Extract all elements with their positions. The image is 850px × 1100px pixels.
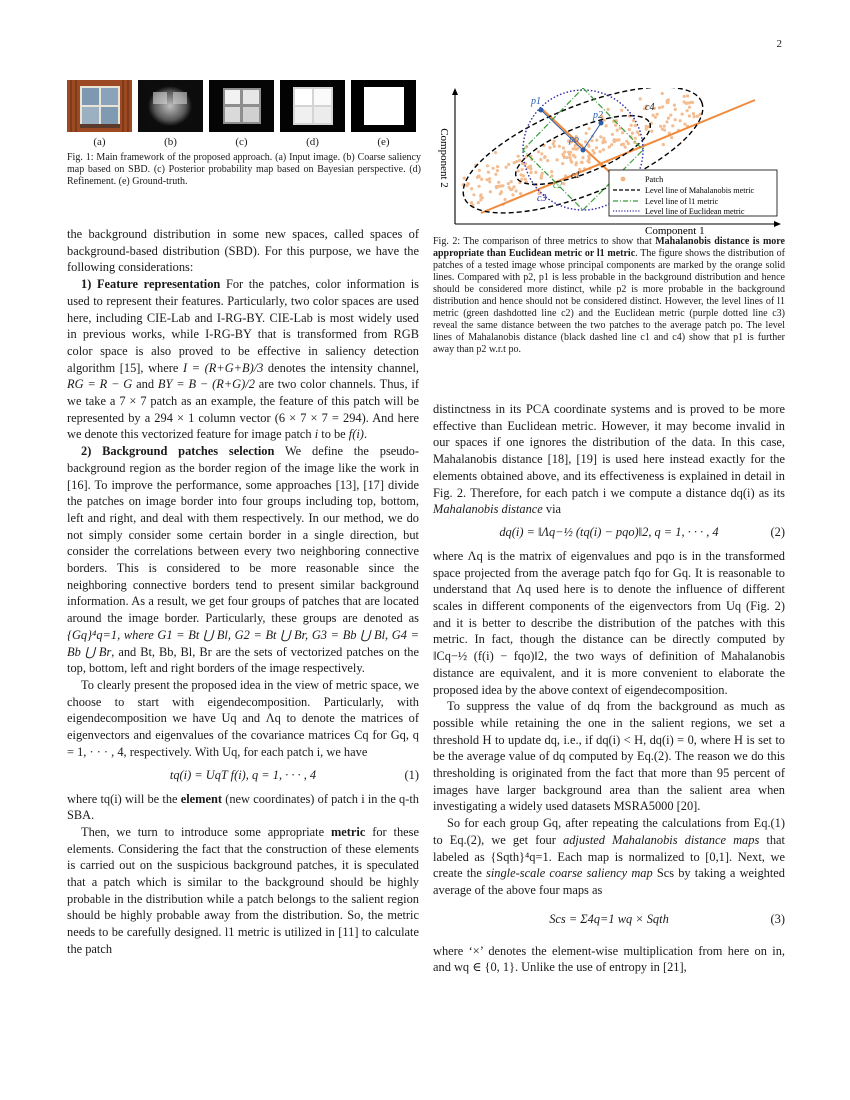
fig2-patch-point xyxy=(665,120,668,123)
fig2-patch-point xyxy=(602,137,605,140)
right-para-eigenvalues: where Λq is the matrix of eigenvalues and pqo is in the transformed space projected from the average patch fqo for Gq. It is reasonable to understand that Λq used here is to denote the influence of different scales in different components of the eigenvectors from Uq (Fig. 2) and it is better to describe the distribution of the patches with this metric. In fact, though the distance can be directly computed by ‖Cq−½ (f(i) − fqo)‖2, the two ways of definition of Mahalanobis distance are equivalent, and it is more convenient to elaborate the proposed idea by the above context of eigendecomposition. xyxy=(433,548,785,697)
fig2-patch-point xyxy=(658,106,661,109)
fig2-patch-point xyxy=(558,145,561,148)
distinctness-text-a: distinctness in its PCA coordinate systems and is proved to be more effective than Euclidean metric. However, it may become invalid in our spaces if one ignores the distribution of the data. In this case, Mahalanobis distance [18], [19] is used here instead exactly for the elements obtained above, and its effectiveness is explained in detail in Fig. 2. Therefore, for each patch i we compute a distance dq(i) as its xyxy=(433,402,785,500)
fig1-label-a: (a) xyxy=(93,136,106,148)
fig2-patch-point xyxy=(479,198,482,201)
fig1-posterior-map xyxy=(209,80,274,132)
fig1-coarse-map xyxy=(138,80,203,132)
fig2-patch-point xyxy=(693,115,696,118)
feature-eq-intensity: I = (R+G+B)/3 xyxy=(182,360,264,375)
fig2-patch-point xyxy=(608,145,611,148)
fig2-caption-rest: . The figure shows the distribution of patches of a tested image whose principal components are marked by the orange solid lines. Compared with p2, p1 is less probable in the background distribution and hence should be considered more distinct, while p2 is more probable in the background distribution and hence should not be considered distinct. However, the level lines of l1 metric (green dashdotted line c2) and the Euclidean metric (purple dotted line c3) reveal the same distance between the two patches to the average patch po. The level lines of Mahalanobis distance (black dashed line c1 and c4) show that p1 is further away than p2 w.r.t po. xyxy=(433,248,785,355)
feature-eq-rg: RG = R − G xyxy=(67,377,133,392)
fig2-patch-point xyxy=(562,154,565,157)
fig2-patch-point xyxy=(630,124,633,127)
fig2-patch-point xyxy=(605,124,608,127)
fig2-patch-point xyxy=(595,146,598,149)
fig2-patch-point xyxy=(683,123,686,126)
feature-text-f: to be xyxy=(318,427,349,442)
fig1-caption: Fig. 1: Main framework of the proposed approach. (a) Input image. (b) Coarse saliency map based on SBD. (c) Posterior probability map based on Bayesian perspective. (d) Refinement. (e) Ground-truth. xyxy=(67,152,421,188)
fig2-label-c1: c1 xyxy=(571,170,581,181)
fig2-patch-point xyxy=(479,193,482,196)
fig2-patch-point xyxy=(513,161,516,164)
fig2-patch-point xyxy=(595,139,598,142)
element-text-b: (new coordinates) of patch i in the q-th SBA. xyxy=(67,791,419,823)
fig2-patch-point xyxy=(562,182,565,185)
left-para-element xyxy=(67,791,419,824)
right-para-distinctness xyxy=(433,401,785,518)
fig2-patch-point xyxy=(585,132,588,135)
fig2-patch-point xyxy=(634,137,637,140)
fig2-patch-point xyxy=(599,150,602,153)
fig2-patch-point xyxy=(553,145,556,148)
feature-text-d: are two color channels. Thus, if we take a 7 × 7 patch as an example, the feature of this patch will be represented by a 294 × 1 column vector (6 × 7 × 7 = 294). And here we denote this vectorized feature for image patch xyxy=(67,377,419,442)
fig2-patch-point xyxy=(613,140,616,143)
element-bold: element xyxy=(180,791,223,806)
fig1-label-e: (e) xyxy=(377,136,390,148)
fig2-label-p1: p1 xyxy=(531,96,541,107)
fig2-patch-point xyxy=(530,171,533,174)
fig2-patch-point xyxy=(686,94,689,97)
fig2-patch-point xyxy=(584,140,587,143)
fig2-patch-point xyxy=(621,131,624,134)
fig2-patch-point xyxy=(550,170,553,173)
fig2-patch-point xyxy=(610,143,613,146)
fig2-patch-point xyxy=(480,178,483,181)
fig2-patch-point xyxy=(679,119,682,122)
fig2-legend-patch: Patch xyxy=(645,175,664,184)
feature-text-a: For the patches, color information is used to represent their features. Particularly, two color spaces are used here, including CIE-Lab and I-RG-BY. CIE-Lab is most widely used in previous works, while I-RG-BY that is transformed from RGB color space is also proved to be effective in saliency detection algorithm [15], where xyxy=(67,277,419,375)
fig2-patch-point xyxy=(511,193,514,196)
fig2-patch-point xyxy=(616,129,619,132)
fig2-patch-point xyxy=(588,127,591,130)
fig2-patch-point xyxy=(494,173,497,176)
fig2-patch-point xyxy=(495,186,498,189)
fig2-patch-point xyxy=(673,104,676,107)
fig2-label-po: po xyxy=(569,134,579,145)
fig2-patch-point xyxy=(467,182,470,185)
fig2-patch-point xyxy=(607,108,610,111)
maps-em-2: single-scale coarse saliency map xyxy=(486,866,653,881)
fig2-patch-point xyxy=(478,185,481,188)
fig2-patch-point xyxy=(565,156,568,159)
fig1-panel-labels xyxy=(67,136,417,150)
fig2-patch-point xyxy=(507,163,510,166)
fig2-patch-point xyxy=(654,116,657,119)
fig2-patch-point xyxy=(692,112,695,115)
fig2-patch-point xyxy=(534,171,537,174)
fig2-patch-point xyxy=(574,163,577,166)
feature-text-b: denotes the intensity channel, xyxy=(263,360,419,375)
feature-text-h: . xyxy=(363,427,368,442)
fig2-patch-point xyxy=(540,177,543,180)
fig2-caption-prefix: Fig. 2: The comparison of three metrics to show that xyxy=(433,236,652,247)
fig2-patch-point xyxy=(617,138,620,141)
fig2-patch-point xyxy=(691,101,694,104)
fig2-caption xyxy=(433,236,785,356)
feature-heading: 1) Feature representation xyxy=(81,277,221,292)
fig2-patch-point xyxy=(683,100,686,103)
fig2-patch-point xyxy=(688,114,691,117)
fig2-diagram xyxy=(433,88,783,236)
fig2-label-c3: c3 xyxy=(537,193,547,204)
fig2-patch-point xyxy=(686,109,689,112)
fig2-patch-point xyxy=(509,188,512,191)
fig2-patch-point xyxy=(539,158,542,161)
left-para-feature xyxy=(67,276,419,443)
equation-3-expr: Scs = Σ4q=1 wq × Sqth xyxy=(549,911,669,926)
fig1-label-b: (b) xyxy=(164,136,177,148)
fig2-patch-point xyxy=(472,193,475,196)
fig2-label-p2: p2 xyxy=(593,110,603,121)
page-number: 2 xyxy=(776,38,782,50)
fig2-ylabel: Component 2 xyxy=(438,128,450,188)
fig2-patch-point xyxy=(486,164,489,167)
fig2-patch-point xyxy=(561,162,564,165)
fig2-patch-point xyxy=(507,182,510,185)
right-para-threshold: To suppress the value of dq from the background as much as possible while retaining the one in the salient regions, we set a threshold H to update dq, i.e., if dq(i) < H, dq(i) = 0, where H is set to be the average value of dq computed by Eq.(2). The reason we do this thresholding is originated from the fact that more than 95 percent of images have larger background area than the salient area when investigating a widely used datasets MSRA5000 [20]. xyxy=(433,699,785,814)
fig2-patch-point xyxy=(666,101,669,104)
fig2-label-c2: c2 xyxy=(553,180,563,191)
fig1-ground-truth xyxy=(351,80,416,132)
right-column xyxy=(433,401,785,976)
fig2-patch-point xyxy=(563,150,566,153)
fig1-panels xyxy=(67,80,417,132)
maps-text-b: that labeled as {Sqth}⁴q=1. Each map is normalized to [0,1]. Next, we create the xyxy=(433,832,785,881)
fig2-patch-point xyxy=(614,124,617,127)
left-para-eigen: To clearly present the proposed idea in the view of metric space, we choose to start with eigendecomposition. Particularly, with eigendecomposition we have Uq and Λq to denote the matrices of eigenvectors and eigenvalues of the covariance matrices Cq for Gq, q = 1, · · · , 4, respectively. With Uq, for each patch i, we have xyxy=(67,677,419,759)
fig2-patch-point xyxy=(541,172,544,175)
feature-text-c: and xyxy=(132,377,158,392)
fig2-patch-point xyxy=(581,156,584,159)
fig2-patch-point xyxy=(546,159,549,162)
fig2-patch-point xyxy=(517,169,520,172)
fig2-patch-point xyxy=(478,169,481,172)
fig2-patch-point xyxy=(497,181,500,184)
fig2-patch-point xyxy=(505,166,508,169)
fig2-patch-point xyxy=(488,180,491,183)
fig2-patch-point xyxy=(698,113,701,116)
fig2-legend-mahalanobis: Level line of Mahalanobis metric xyxy=(645,186,755,195)
fig2-patch-point xyxy=(634,124,637,127)
fig2-patch-point xyxy=(510,180,513,183)
fig2-patch-point xyxy=(540,152,543,155)
equation-1-expr: tq(i) = UqT f(i), q = 1, · · · , 4 xyxy=(169,767,317,782)
fig2-patch-point xyxy=(500,190,503,193)
feature-text-g: f(i) xyxy=(348,427,364,442)
fig2-patch-point xyxy=(544,155,547,158)
fig2-patch-point xyxy=(628,128,631,131)
equation-1 xyxy=(67,761,419,791)
equation-2-expr: dq(i) = ‖Λq−½ (tq(i) − pqo)‖2, q = 1, · · · , 4 xyxy=(499,524,719,539)
fig2-patch-point xyxy=(620,143,623,146)
fig2-patch-point xyxy=(667,117,670,120)
fig2-patch-point xyxy=(639,97,642,100)
fig2-patch-point xyxy=(663,125,666,128)
fig2-patch-point xyxy=(524,178,527,181)
fig2-patch-point xyxy=(496,169,499,172)
fig2-patch-point xyxy=(656,113,659,116)
fig2-patch-point xyxy=(688,106,691,109)
feature-text-e: i xyxy=(314,427,319,442)
fig2-legend-euclidean: Level line of Euclidean metric xyxy=(645,207,745,216)
background-heading: 2) Background patches selection xyxy=(81,444,275,459)
fig2-patch-point xyxy=(674,108,677,111)
fig2-patch-point xyxy=(662,143,665,146)
fig2-patch-point xyxy=(478,175,481,178)
fig2-patch-point xyxy=(512,185,515,188)
fig2-patch-point xyxy=(470,201,473,204)
fig2-patch-point xyxy=(588,161,591,164)
fig2-patch-point xyxy=(671,124,674,127)
fig2-patch-point xyxy=(537,150,540,153)
fig2-patch-point xyxy=(520,178,523,181)
equation-2-number: (2) xyxy=(770,524,785,539)
fig2-legend-l1: Level line of l1 metric xyxy=(645,197,719,206)
fig2-caption-bold: Mahalanobis distance is more appropriate than Euclidean metric or l1 metric xyxy=(433,236,785,259)
feature-eq-by: BY = B − (R+G)/2 xyxy=(157,377,255,392)
fig2-patch-point xyxy=(517,155,520,158)
fig2-patch-point xyxy=(521,168,524,171)
fig2-patch-point xyxy=(527,165,530,168)
fig2-patch-point xyxy=(581,161,584,164)
background-eq-groups: {Gq}⁴q=1, where G1 = Bt ⋃ Bl, G2 = Bt ⋃ Br, G3 = Bb ⋃ Bl, G4 = Bb ⋃ Br xyxy=(67,627,419,659)
fig2-patch-point xyxy=(570,161,573,164)
fig2-patch-point xyxy=(674,118,677,121)
fig2-patch-point xyxy=(645,125,648,128)
metric-text-a: Then, we turn to introduce some appropriate xyxy=(81,824,331,839)
fig2-patch-point xyxy=(696,115,699,118)
fig2-xlabel: Component 1 xyxy=(645,225,705,236)
fig2-patch-point xyxy=(645,128,648,131)
fig1-label-c: (c) xyxy=(235,136,248,148)
left-column xyxy=(67,226,419,958)
equation-2 xyxy=(433,518,785,548)
fig2-patch-point xyxy=(501,184,504,187)
equation-3 xyxy=(433,899,785,943)
left-para-metric xyxy=(67,824,419,958)
left-para-background xyxy=(67,443,419,677)
fig2-patch-point xyxy=(681,113,684,116)
equation-3-number: (3) xyxy=(770,911,785,926)
background-text-a: We define the pseudo-background region as the border region of the image like the work in [16]. To improve the performance, some approaches [13], [17] divide the patches on image border into four groups including top, bottom, left and right, and deal with them respectively. In our method, we do not simply consider some certain border in a single direction, but consider the correlations between every two neighboring connective borders. This is considered to be more reasonable since the neighboring connective borders tend to present similar background information. As a result, we get four groups of patches that are located around the image border. Particularly, these groups are denoted as xyxy=(67,444,419,626)
equation-1-number: (1) xyxy=(404,767,419,782)
fig2-patch-point xyxy=(503,198,506,201)
fig2-patch-point xyxy=(569,156,572,159)
fig2-patch-point xyxy=(636,131,639,134)
fig2-patch-point xyxy=(602,148,605,151)
element-text-a: where tq(i) will be the xyxy=(67,791,181,806)
fig2-patch-point xyxy=(477,201,480,204)
fig2-patch-point xyxy=(624,146,627,149)
right-para-weights: where ‘×’ denotes the element-wise multiplication from here on in, and wq ∈ {0, 1}. Unlike the use of entropy in [21], xyxy=(433,943,785,975)
background-text-b: , and Bt, Bb, Bl, Br are the sets of vectorized patches on the top, bottom, left and right borders of the image respectively. xyxy=(67,644,419,676)
fig1-label-d: (d) xyxy=(306,136,319,148)
fig1-refinement xyxy=(280,80,345,132)
fig2-patch-point xyxy=(518,159,521,162)
fig2-patch-point xyxy=(519,192,522,195)
fig2-patch-point xyxy=(611,133,614,136)
fig2-patch-point xyxy=(520,173,523,176)
fig2-patch-point xyxy=(549,146,552,149)
fig2-patch-point xyxy=(487,171,490,174)
fig2-patch-point xyxy=(659,125,662,128)
fig2-patch-point xyxy=(562,146,565,149)
fig2-patch-point xyxy=(577,147,580,150)
fig2-patch-point xyxy=(556,158,559,161)
fig2-patch-point xyxy=(670,136,673,139)
fig2-patch-point xyxy=(661,105,664,108)
fig2-patch-point xyxy=(587,155,590,158)
fig2-patch-point xyxy=(463,177,466,180)
fig2-patch-point xyxy=(486,178,489,181)
fig2-patch-point xyxy=(496,165,499,168)
left-para-sbd: the background distribution in some new spaces, called spaces of background-based distribution (SBD). For this purpose, we have the following considerations: xyxy=(67,227,419,275)
fig2-patch-point xyxy=(604,140,607,143)
fig2-patch-point xyxy=(492,167,495,170)
maps-text-a: So for each group Gq, after repeating the calculations from Eq.(1) to Eq.(2), we get four xyxy=(433,816,785,847)
fig2-patch-point xyxy=(470,187,473,190)
fig2-patch-point xyxy=(489,190,492,193)
fig2-patch-point xyxy=(573,155,576,158)
fig2-patch-point xyxy=(620,109,623,112)
distinctness-em: Mahalanobis distance xyxy=(433,502,543,517)
fig2-patch-point xyxy=(663,129,666,132)
fig2-patch-point xyxy=(591,149,594,152)
fig2-patch-point xyxy=(669,114,672,117)
fig2-patch-point xyxy=(567,151,570,154)
fig2-patch-point xyxy=(683,95,686,98)
metric-text-b: for these elements. Considering the fact that the construction of these elements is carried out on the suspicious background patches, it is speculated that a patch which is similar to the background should be highly probable in the distribution while a patch belongs to the salient region should be highly probable away from the distribution. So, the metric needs to be carefully designed. l1 metric is utilized in [11] to calculate the patch xyxy=(67,824,419,956)
fig2-patch-point xyxy=(650,130,653,133)
distinctness-text-b: via xyxy=(542,502,562,517)
fig2-label-c4: c4 xyxy=(645,102,655,113)
maps-em-1: adjusted Mahalanobis distance maps xyxy=(563,832,760,847)
right-para-maps xyxy=(433,815,785,899)
fig2-patch-point xyxy=(661,92,664,95)
fig2-patch-point xyxy=(631,132,634,135)
fig2-patch-point xyxy=(515,189,518,192)
fig2-patch-point xyxy=(494,151,497,154)
metric-bold: metric xyxy=(330,824,366,839)
fig1-input-image xyxy=(67,80,132,132)
fig2-patch-point xyxy=(599,135,602,138)
maps-text-c: Scs by taking a weighted average of the above four maps as xyxy=(433,866,785,897)
fig2-patch-point xyxy=(590,139,593,142)
fig2-patch-point xyxy=(627,142,630,145)
